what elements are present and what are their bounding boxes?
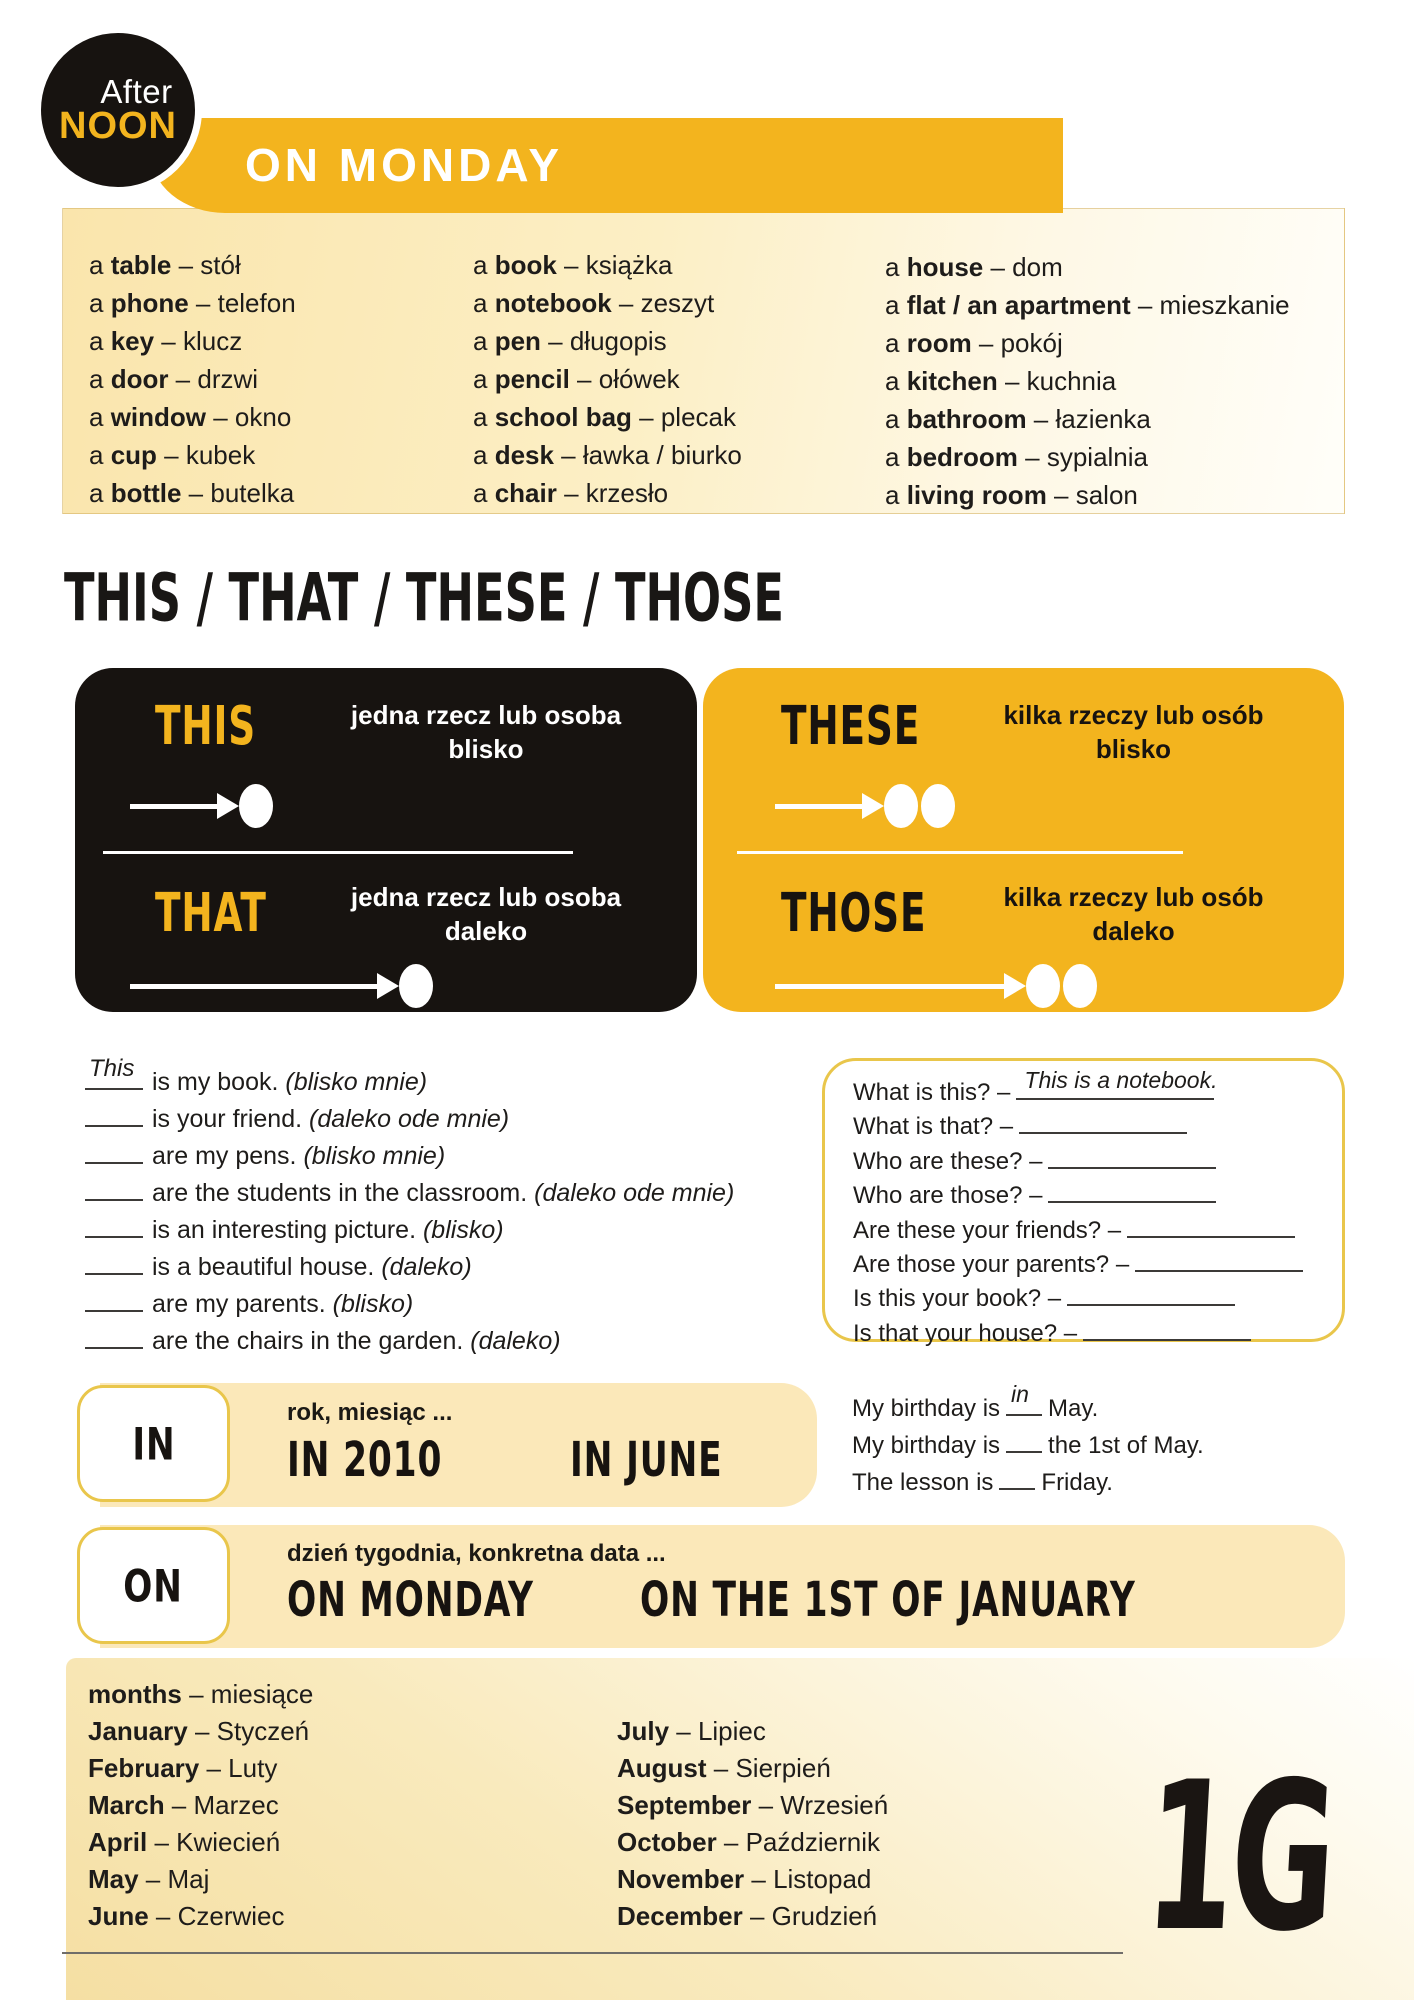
vocab-item: a table – stół [89,250,241,280]
question-line [853,1213,1342,1247]
term-that: THAT [155,882,267,945]
card-divider [737,851,1183,854]
month-item: September – Wrzesień [617,1790,889,1820]
sun-icon [63,75,97,109]
vocab-item: a notebook – zeszyt [473,288,715,318]
question-line [853,1247,1342,1281]
question-line [853,1109,1342,1143]
in-example-1: IN 2010 [287,1431,443,1488]
vocab-item: a pencil – ołówek [473,364,680,394]
answer-blank [85,1055,143,1090]
exercise-line: This is my book. (blisko mnie) [85,1064,734,1101]
vocab-box [62,208,1345,514]
vocab-item: a desk – ławka / biurko [473,440,742,470]
desc-line: kilka rzeczy lub osób [1003,882,1264,912]
logo-text-after: After [100,72,173,110]
page-title: ON MONDAY [245,139,563,191]
vocab-item: a flat / an apartment – mieszkanie [885,290,1290,320]
question-text: Are those your parents? – [853,1251,1130,1279]
term-those: THOSE [781,882,927,945]
month-item: May – Maj [88,1864,210,1894]
exercise-line: are my pens. (blisko mnie) [85,1138,734,1175]
month-item: August – Sierpień [617,1753,831,1783]
vocab-item: a pen – długopis [473,326,667,356]
footer-line [62,1952,1123,1954]
desc-line: blisko [1095,734,1172,764]
answer-blank [1083,1316,1251,1341]
card-divider [103,851,573,854]
question-text: Who are these? – [853,1147,1043,1175]
in-on-practice [852,1381,1204,1501]
those-description [948,880,1319,948]
answer-blank [1048,1144,1216,1169]
vocab-item: a kitchen – kuchnia [885,366,1117,396]
vocab-item: a book – książka [473,250,673,280]
question-text: Who are those? – [853,1182,1043,1210]
desc-line: daleko [1092,916,1175,946]
question-text: What is that? – [853,1113,1014,1141]
these-those-card [703,668,1344,1012]
month-item: March – Marzec [88,1790,279,1820]
months-column-1 [88,1676,313,1935]
question-text: What is this? – [853,1079,1011,1106]
exercise-line: is your friend. (daleko ode mnie) [85,1101,734,1138]
answer-blank [85,1138,143,1164]
that-description [300,880,672,948]
in-label-box [77,1385,230,1502]
exercise-line: is a beautiful house. (daleko) [85,1249,734,1286]
in-label: IN [131,1417,176,1470]
question-text: Is this your book? – [853,1285,1062,1313]
desc-line: jedna rzecz lub osoba [350,700,622,730]
in-example-2: IN JUNE [570,1431,723,1488]
vocab-item: a room – pokój [885,328,1063,358]
desc-line: daleko [444,916,528,946]
vocab-item: a living room – salon [885,480,1138,510]
hint-text: (blisko mnie) [285,1068,428,1096]
question-line [853,1281,1342,1315]
on-rule: dzień tygodnia, konkretna data ... [287,1540,666,1567]
desc-line: blisko [448,734,524,764]
in-rule: rok, miesiąc ... [287,1399,453,1426]
month-item: April – Kwiecień [88,1827,281,1857]
exercise-line: are my parents. (blisko) [85,1286,734,1323]
vocab-item: a chair – krzesło [473,478,669,508]
question-text: Is that your house? – [853,1319,1078,1347]
hint-text: (daleko ode mnie) [534,1179,735,1207]
question-box [822,1058,1345,1347]
this-that-card [75,668,697,1012]
section-heading: THIS / THAT / THESE / THOSE [64,560,784,637]
vocab-item: a window – okno [89,402,292,432]
months-column-2 [617,1713,888,1935]
vocab-item: a bottle – butelka [89,478,295,508]
answer-blank [85,1286,143,1312]
answer-blank [85,1175,143,1201]
this-description [300,698,672,766]
fill-in-exercise [85,1055,735,1360]
these-description [948,698,1319,766]
answer-blank [85,1249,143,1275]
vocab-item: a door – drzwi [89,364,259,394]
month-item: November – Listopad [617,1864,872,1894]
vocab-column-1 [89,246,296,512]
answer-blank [1019,1109,1187,1134]
exercise-line: are the students in the classroom. (daleko ode mnie) [85,1175,734,1212]
desc-line: kilka rzeczy lub osób [1003,700,1264,730]
answer-blank [85,1101,143,1127]
answer-blank [1048,1178,1216,1203]
question-line [853,1178,1342,1212]
hint-text: (daleko) [470,1327,561,1355]
hint-text: (daleko) [381,1253,472,1281]
vocab-item: a bedroom – sypialnia [885,442,1148,472]
answer-blank [1006,1381,1042,1416]
answer-blank [1006,1428,1042,1453]
answer-blank [85,1212,143,1238]
vocab-item: a phone – telefon [89,288,296,318]
month-item: February – Luty [88,1753,278,1783]
desc-line: jedna rzecz lub osoba [350,882,622,912]
answer-blank [999,1465,1035,1490]
header-bar [150,118,1063,213]
on-band [100,1525,1345,1648]
vocab-column-3 [885,248,1290,514]
question-line [853,1316,1342,1350]
term-these: THESE [781,695,921,758]
on-example-2: ON THE 1ST OF JANUARY [640,1571,1136,1628]
answer-blank [1135,1247,1303,1272]
answer-blank [1067,1281,1235,1306]
question-line [853,1144,1342,1178]
vocab-item: a cup – kubek [89,440,256,470]
hint-text: (blisko mnie) [303,1142,446,1170]
hint-text: (blisko) [422,1216,504,1244]
question-line [853,1066,1342,1109]
answer-blank [1016,1066,1218,1100]
exercise-line: are the chairs in the garden. (daleko) [85,1323,734,1360]
on-label-box [77,1527,230,1644]
month-item: January – Styczeń [88,1716,310,1746]
month-item: June – Czerwiec [88,1901,285,1931]
vocab-item: a school bag – plecak [473,402,737,432]
logo-text-noon: NOON [59,104,177,147]
question-text: Are these your friends? – [853,1216,1122,1244]
answer-blank [85,1323,143,1349]
vocab-item: a house – dom [885,252,1063,282]
practice-line: The lesson is Friday. [852,1464,1204,1501]
hint-text: (daleko ode mnie) [309,1105,510,1133]
practice-line: My birthday is the 1st of May. [852,1427,1204,1464]
on-example-1: ON MONDAY [287,1571,534,1628]
on-label: ON [123,1559,184,1612]
term-this: THIS [155,695,257,758]
written-answer: in [1011,1381,1029,1407]
month-item: December – Grudzień [617,1901,878,1931]
group-badge: 1G [1140,1739,1339,1977]
answer-blank [1127,1213,1295,1238]
vocab-item: a bathroom – łazienka [885,404,1151,434]
practice-line: My birthday is in May. [852,1390,1204,1427]
afternoon-logo [34,26,202,194]
vocab-item: a key – klucz [89,326,243,356]
hint-text: (blisko) [332,1290,414,1318]
written-answer: This [89,1055,135,1082]
exercise-line: is an interesting picture. (blisko) [85,1212,734,1249]
written-answer: This is a notebook. [1024,1066,1218,1093]
month-item: months – miesiące [88,1679,314,1709]
month-item: July – Lipiec [617,1716,766,1746]
month-item: October – Październik [617,1827,880,1857]
vocab-column-2 [473,246,742,512]
